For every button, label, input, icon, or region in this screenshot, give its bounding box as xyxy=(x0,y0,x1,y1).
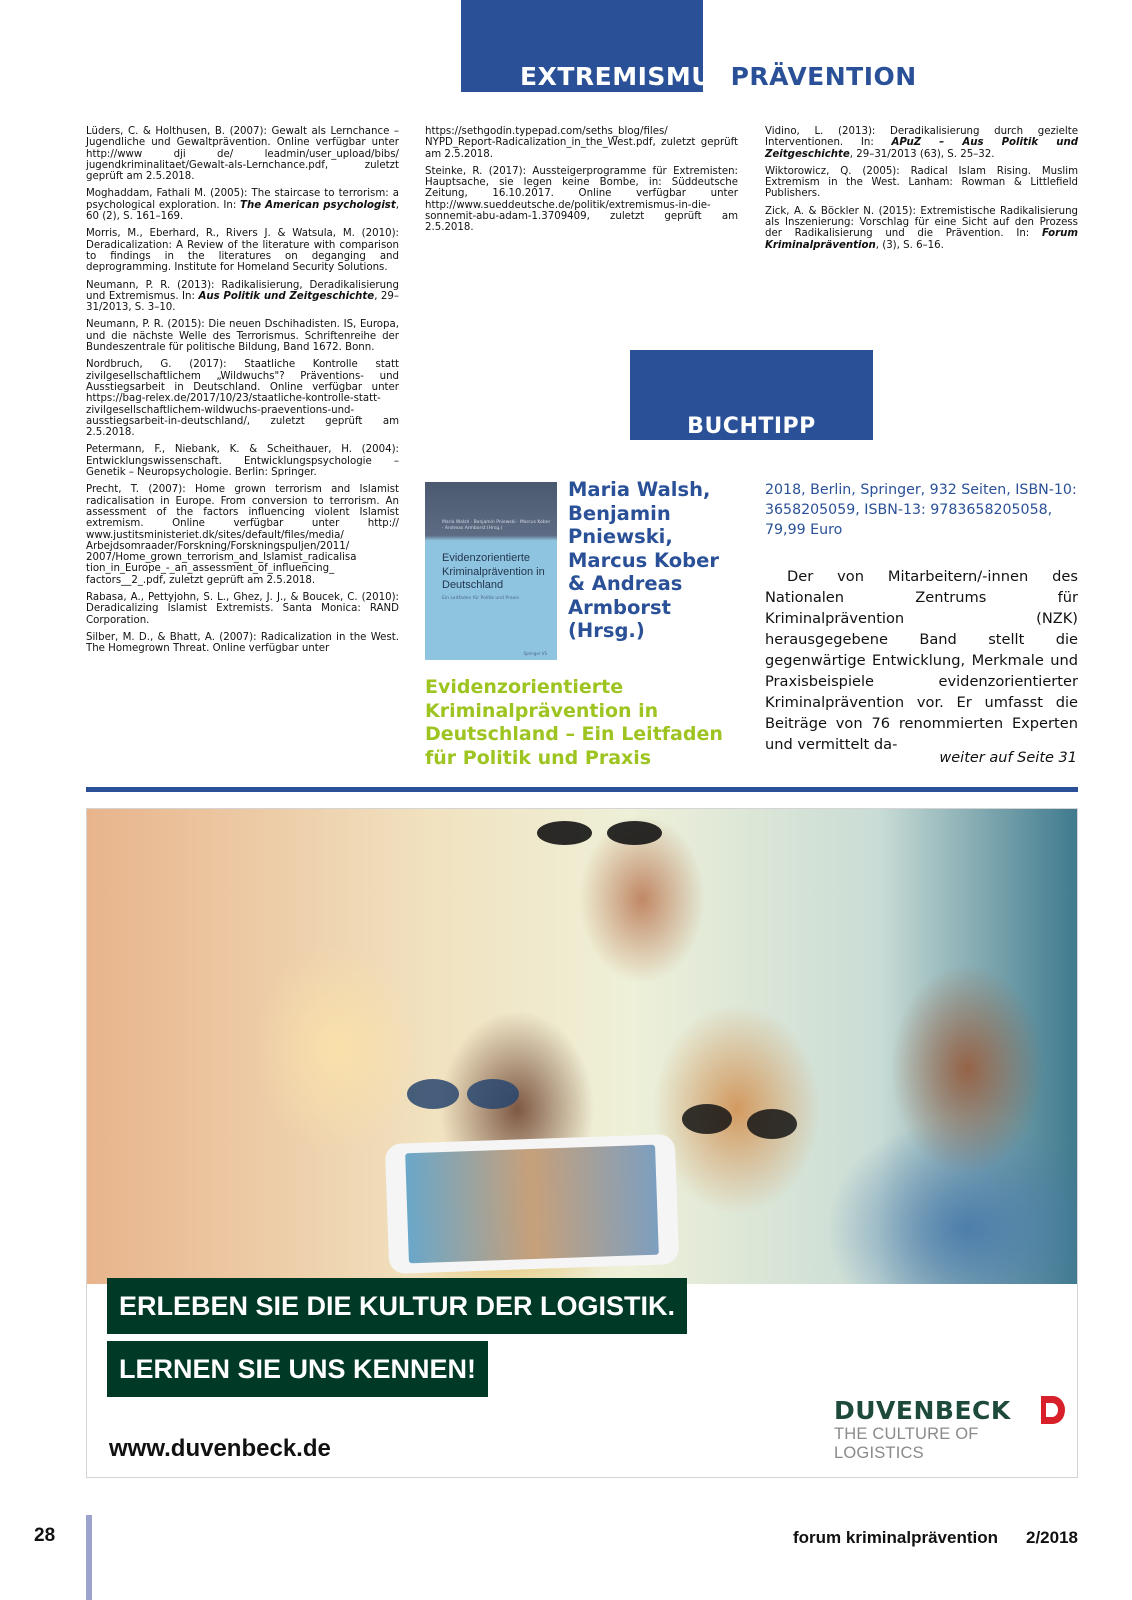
ad-headline-1: ERLEBEN SIE DIE KULTUR DER LOGISTIK. xyxy=(107,1278,687,1334)
references-column-2 xyxy=(425,126,738,240)
section-title-part2: PRÄVENTION xyxy=(730,62,917,91)
book-cover-subtitle: Ein Leitfaden für Politik und Praxis xyxy=(442,596,519,601)
logo-d-mark-icon xyxy=(1041,1396,1065,1424)
book-title: Evidenzorientierte Kriminalprävention in Deutschland – Ein Leitfaden für Politik und Praxis xyxy=(425,676,723,769)
book-cover-title: Evidenzorientierte Kriminalprävention in Deutschland xyxy=(442,552,545,591)
logo-tagline: THE CULTURE OF LOGISTICS xyxy=(834,1425,979,1462)
reference-item: https://sethgodin.typepad.com/seths_blog/files/ NYPD_Report-Radicalization_in_the_West.pdf, zuletzt geprüft am 2.5.2018. xyxy=(425,126,738,160)
reference-item: Neumann, P. R. (2015): Die neuen Dschihadisten. IS, Europa, und die nächste Welle des Terrorismus. Schriftenreihe der Bundeszentrale für politische Bildung, Band 1672. Bonn. xyxy=(86,319,399,354)
sunglasses-shape xyxy=(747,1109,797,1139)
reference-item: Zick, A. & Böckler N. (2015): Extremistische Radikalisierung als Inszenierung: Vorschlag für eine Sicht auf den Prozess der Radikalisierung und die Prävention. In: Forum Kriminalprävention, (3), S. 6–16. xyxy=(765,205,1078,251)
reference-item: Neumann, P. R. (2013): Radikalisierung, Deradikalisierung und Extremismus. In: Aus Politik und Zeitgeschichte, 29–31/2013, S. 3–10. xyxy=(86,279,399,314)
reference-item: Rabasa, A., Pettyjohn, S. L., Ghez, J. J., & Boucek, C. (2010): Deradicalizing Islamist Extremists. Santa Monica: RAND Corporation. xyxy=(86,591,399,626)
section-divider xyxy=(86,787,1078,792)
footer-publication xyxy=(793,1528,1078,1548)
smartphone-screen xyxy=(405,1145,659,1264)
duvenbeck-logo xyxy=(834,1396,1064,1463)
sunglasses-shape xyxy=(407,1079,459,1109)
reference-item: Wiktorowicz, Q. (2005): Radical Islam Rising. Muslim Extremism in the West. Lanham: Rowman & Littlefield Publishers. xyxy=(765,165,1078,200)
glasses-shape xyxy=(607,821,662,845)
book-cover-image xyxy=(425,482,557,660)
buchtipp-heading: BUCHTIPP xyxy=(687,414,816,439)
reference-item: Moghaddam, Fathali M. (2005): The staircase to terrorism: a psychological exploration. In: The American psychologist, 60 (2), S. 161–169. xyxy=(86,188,399,223)
logo-wordmark: DUVENBECK xyxy=(834,1396,1011,1425)
reference-item: Morris, M., Eberhard, R., Rivers J. & Watsula, M. (2010): Deradicalization: A Review of the literature with comparison to findings in the literatures on deganging and deprogramming. Institute for Homeland Security Solutions. xyxy=(86,228,399,274)
ad-photo-group-selfie xyxy=(87,809,1077,1284)
reference-item: Vidino, L. (2013): Deradikalisierung durch gezielte Interventionen. In: APuZ – Aus Politik und Zeitgeschichte, 29–31/2013 (63), S. 25–32. xyxy=(765,126,1078,160)
issue-number: 2/2018 xyxy=(1026,1528,1078,1547)
sunglasses-shape xyxy=(467,1079,519,1109)
book-description: Der von Mitarbeitern/-innen des Nationalen Zentrums für Kriminalprävention (NZK) herausgegebene Band stellt die gegenwärtige Entwicklung, Merkmale und Praxisbeispiele evidenzorientierter Kriminalprävention vor. Er umfasst die Beiträge von 76 renommierten Experten und vermittelt da- xyxy=(765,568,1078,753)
section-title-part1: EXTREMISMUS xyxy=(520,62,731,91)
ad-headline-2: LERNEN SIE UNS KENNEN! xyxy=(107,1341,488,1397)
book-cover-authors: Maria Walsh · Benjamin Pniewski · Marcus Kober · Andreas Armborst (Hrsg.) xyxy=(442,520,551,531)
book-cover-publisher: Springer VS xyxy=(523,651,547,656)
reference-item: Silber, M. D., & Bhatt, A. (2007): Radicalization in the West. The Homegrown Threat. Online verfügbar unter xyxy=(86,631,399,655)
book-publication-info: 2018, Berlin, Springer, 932 Seiten, ISBN-10: 3658205059, ISBN-13: 9783658205058, 79,99 Euro xyxy=(765,482,1077,538)
page-number: 28 xyxy=(34,1525,56,1546)
footer-accent-bar xyxy=(86,1515,92,1600)
references-column-3 xyxy=(765,126,1078,257)
reference-item: Steinke, R. (2017): Aussteigerprogramme für Extremisten: Hauptsache, sie legen keine Bombe, in: Süddeutsche Zeitung, 16.10.2017. Online verfügbar unter http://www.sueddeutsche.de/politik/extremismus-in-die-sonnemit-abu-adam-1.3709409, zuletzt geprüft am 2.5.2018. xyxy=(425,165,738,234)
book-authors: Maria Walsh, Benjamin Pniewski, Marcus Kober & Andreas Armborst (Hrsg.) xyxy=(568,478,719,642)
reference-item: Precht, T. (2007): Home grown terrorism and Islamist radicalisation in Europe. From conversion to terrorism. An assessment of the factors influencing violent Islamist extremism. Online verfügbar unter http:// www.justitsministeriet.dk/sites/default/files/media/ Arbejdsomraader/Forskning/Forskningspuljen/2011/ 2007/Home_grown_terrorism_and_Islamist_radicalisa tion_in_Europe_-_an_assessment_of_influencing_ factors__2_.pdf, zuletzt geprüft am 2.5.2018. xyxy=(86,484,399,586)
reference-item: Lüders, C. & Holthusen, B. (2007): Gewalt als Lernchance – Jugendliche und Gewaltprävention. Online verfügbar unter http://www dji de/ leadmin/user_upload/bibs/ jugendkriminalitaet/Gewalt-als-Lernchance.pdf, zuletzt geprüft am 2.5.2018. xyxy=(86,126,399,183)
reference-item: Petermann, F., Niebank, K. & Scheithauer, H. (2004): Entwicklungswissenschaft. Entwicklungspsychologie – Genetik – Neuropsychologie. Berlin: Springer. xyxy=(86,444,399,479)
ad-website-link[interactable]: www.duvenbeck.de xyxy=(109,1435,331,1462)
references-column-1 xyxy=(86,126,399,660)
glasses-shape xyxy=(537,821,592,845)
sunglasses-shape xyxy=(682,1104,732,1134)
smartphone-shape xyxy=(385,1134,679,1274)
section-title xyxy=(520,62,917,91)
advertisement[interactable] xyxy=(86,808,1078,1478)
reference-item: Nordbruch, G. (2017): Staatliche Kontrolle statt zivilgesellschaftlichem „Wildwuchs"? Präventions- und Ausstiegsarbeit in Deutschland. Online verfügbar unter https://bag-relex.de/2017/10/23/staatliche-kontrolle-statt-zivilgesellschaftlichem-wildwuchs-praeventions-und-ausstiegsarbeit-in-deutschland/, zuletzt geprüft am 2.5.2018. xyxy=(86,359,399,439)
publication-name: forum kriminalprävention xyxy=(793,1528,998,1547)
continued-on-page-note: weiter auf Seite 31 xyxy=(939,750,1077,766)
